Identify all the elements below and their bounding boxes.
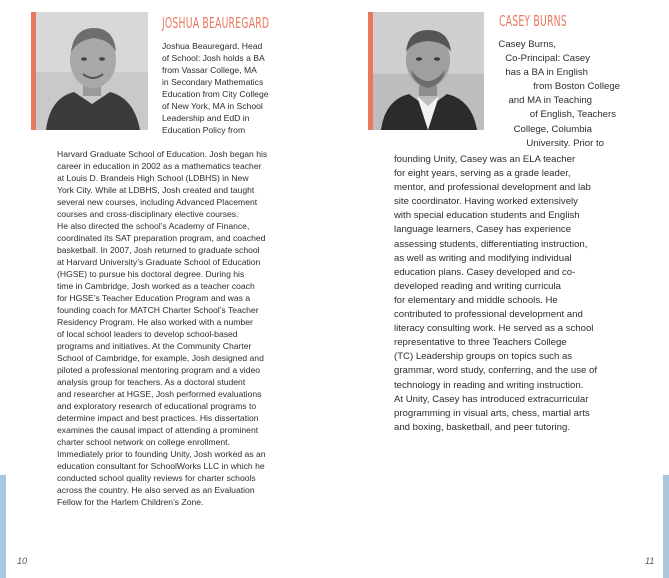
bio-line: Fellow for the Harlem Children’s Zone.: [57, 497, 204, 507]
bio-line: and boxing, basketball, and peer tutoring.: [394, 421, 571, 433]
bio-line: programming in visual arts, chess, martial arts: [394, 407, 590, 419]
bio-line: education plans. Casey developed and co-: [394, 266, 576, 278]
bio-line-text: Co-Principal: Casey: [505, 53, 590, 65]
bio-line: and researcher at HGSE, Josh performed evaluations: [57, 389, 262, 399]
bio-line-text: and MA in Teaching: [508, 95, 592, 107]
bio-line: founding Unity, Casey was an ELA teacher: [394, 154, 576, 165]
right-edge-bar: [663, 475, 669, 578]
portrait-photo-icon: [36, 12, 148, 130]
left-edge-bar: [0, 475, 6, 578]
bio-line: founding coach for MATCH Charter School’s Teacher: [57, 305, 259, 315]
profile-name-joshua: JOSHUA BEAUREGARD: [162, 14, 270, 32]
bio-line: determine impact and best practices. His dissertation: [57, 413, 259, 423]
bio-line-text: has a BA in English: [505, 67, 588, 79]
bio-line: as well as writing and modifying individual: [394, 252, 572, 264]
bio-line: Joshua Beauregard, Head: [162, 41, 263, 51]
bio-line: education consultant for SchoolWorks LLC in which he: [57, 461, 265, 471]
bio-line: piloted a professional mentoring program and a video: [57, 365, 261, 375]
bio-line: Leadership and EdD in: [162, 113, 250, 123]
bio-line: grammar, word study, conferring, and the use of: [394, 365, 597, 377]
bio-line: across the country. He also served as an Evaluation: [57, 485, 255, 495]
bio-line: assessing students, differentiating instruction,: [394, 238, 588, 250]
bio-line: Education Policy from: [162, 125, 246, 135]
bio-line: several new courses, including Advanced Placement: [57, 197, 258, 207]
bio-top-joshua: [162, 40, 269, 136]
bio-line: with special education students and English: [394, 210, 580, 222]
page-number-left: 10: [17, 556, 28, 566]
bio-line: of local school leaders to develop school-based: [57, 329, 238, 339]
bio-line: Residency Program. He also worked with a number: [57, 317, 253, 327]
bio-line-text: College, Columbia: [513, 123, 592, 135]
bio-line: mentor, and professional development and lab: [394, 182, 591, 194]
portrait-photo-casey: [373, 12, 484, 130]
bio-line-text: from Boston College: [533, 81, 620, 93]
bio-line: School of Cambridge, for example, Josh designed and: [57, 353, 264, 363]
bio-line-text: of English, Teachers: [529, 109, 616, 121]
bio-line: career in education in 2002 as a mathematics teacher: [57, 161, 262, 171]
profile-name-casey: CASEY BURNS: [499, 12, 567, 30]
bio-line: conducted school quality reviews for charter schools: [57, 473, 256, 483]
bio-main-joshua: [57, 148, 267, 508]
bio-line: contributed to professional development and: [394, 309, 583, 321]
bio-line: of School: Josh holds a BA: [162, 53, 265, 63]
bio-line: charter school network on college enrollment.: [57, 437, 230, 447]
bio-line: examines the causal impact of attending a prominent: [57, 425, 259, 435]
bio-line: literacy consulting work. He served as a school: [394, 323, 594, 335]
bio-line: time in Cambridge, Josh worked as a teacher coach: [57, 281, 255, 291]
portrait-photo-icon: [373, 12, 484, 130]
bio-line: at Harvard University’s Graduate School of Education: [57, 257, 261, 267]
bio-line: programs and initiatives. At the Community Charter: [57, 341, 252, 351]
bio-line: site coordinator. Having worked extensively: [394, 196, 578, 208]
bio-line: for elementary and middle schools. He: [394, 294, 558, 306]
bio-main-casey: [394, 153, 597, 435]
bio-line: developed reading and writing curricula: [394, 280, 561, 292]
bio-line-text: Casey Burns,: [498, 39, 556, 50]
bio-line: and exploratory research of educational programs to: [57, 401, 257, 411]
bio-line: Education from City College: [162, 89, 269, 99]
bio-line: At Unity, Casey has introduced extracurricular: [394, 393, 589, 405]
bio-line: He also directed the school’s Academy of Finance,: [57, 221, 250, 231]
bio-line: for eight years, serving as a grade leader,: [394, 168, 571, 180]
bio-line: (TC) Leadership groups on topics such as: [394, 351, 573, 363]
bio-line: at Louis D. Brandeis High School (LDBHS) in New: [57, 173, 249, 183]
bio-line: analysis group for teachers. As a doctoral student: [57, 377, 246, 387]
bio-line: representative to three Teachers College: [394, 337, 567, 349]
bio-line: (HGSE) to pursue his doctoral degree. During his: [57, 269, 245, 279]
bio-line: Harvard Graduate School of Education. Josh began his: [57, 149, 268, 159]
bio-line: in Secondary Mathematics: [162, 77, 264, 87]
bio-line: coordinated its SAT preparation program, and coached: [57, 233, 266, 243]
bio-line: Immediately prior to founding Unity, Josh worked as an: [57, 449, 266, 459]
bio-line: from Vassar College, MA: [162, 65, 257, 75]
bio-line: for HGSE’s Teacher Education Program and was a: [57, 293, 251, 303]
page-number-right: 11: [645, 556, 655, 566]
bio-line: language learners, Casey has experience: [394, 224, 572, 236]
portrait-photo-joshua: [36, 12, 148, 130]
bio-line: of New York, MA in School: [162, 101, 263, 111]
bio-line: technology in reading and writing instruction.: [394, 379, 584, 391]
bio-line: courses and cross-disciplinary elective courses.: [57, 209, 239, 219]
bio-line: York City. While at LDBHS, Josh created and taught: [57, 185, 255, 195]
bio-line-text: University. Prior to: [526, 137, 604, 149]
bio-line: basketball. In 2007, Josh returned to graduate school: [57, 245, 260, 255]
